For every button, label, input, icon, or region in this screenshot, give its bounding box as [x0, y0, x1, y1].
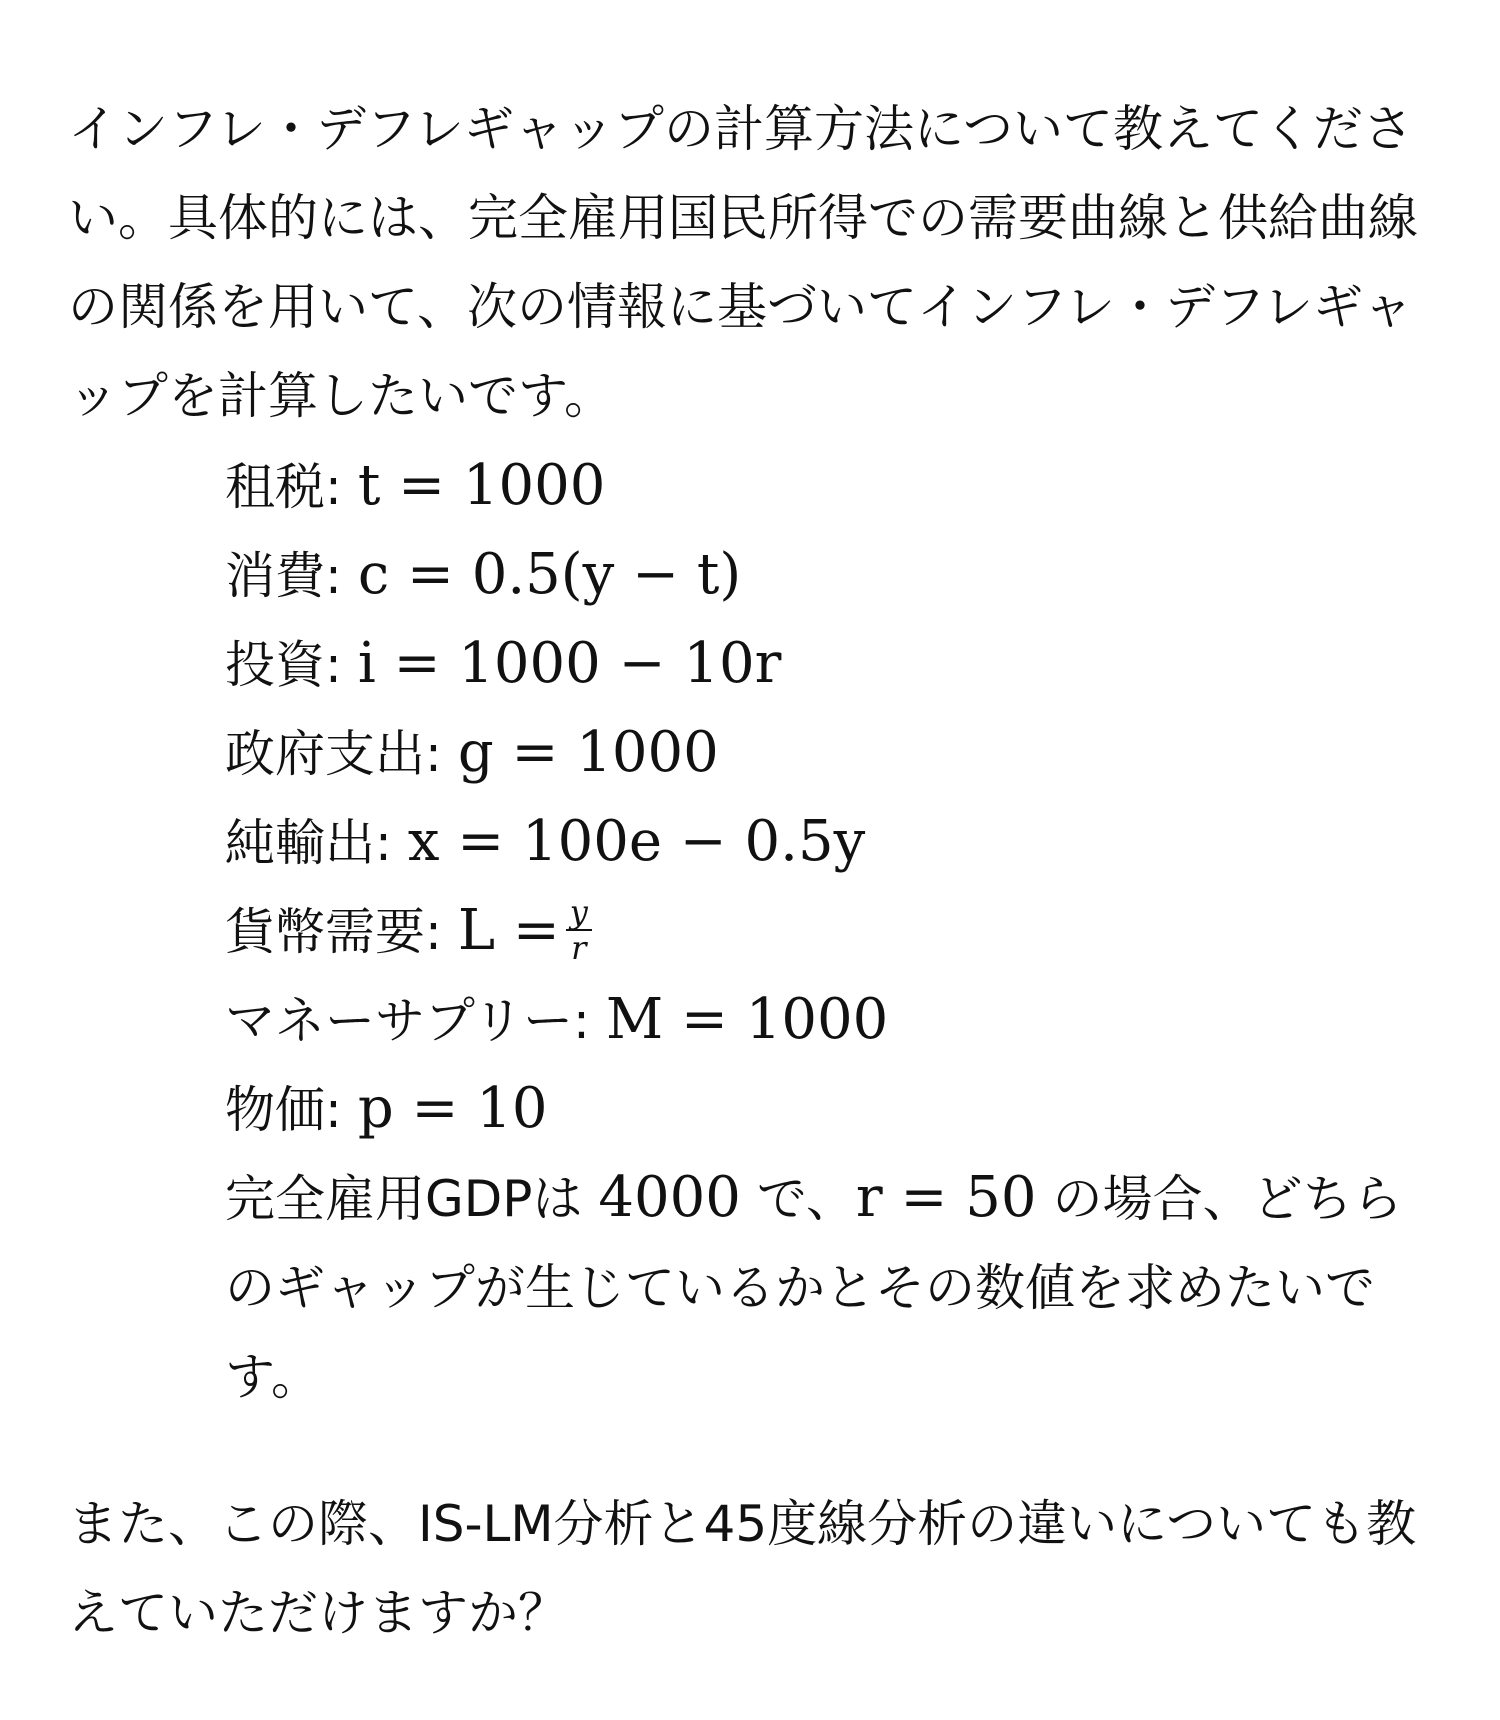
question-text: 完全雇用GDPは	[225, 1170, 583, 1228]
list-item-government-spending	[225, 708, 1430, 797]
list-item-consumption	[225, 530, 1430, 619]
item-label: 物価:	[225, 1081, 342, 1139]
question-formula: 4000	[598, 1165, 741, 1230]
list-item-tax	[225, 441, 1430, 530]
item-formula: x = 100e − 0.5y	[407, 809, 866, 874]
item-label: 租税:	[225, 458, 342, 516]
fraction	[566, 892, 592, 967]
item-formula: p = 10	[357, 1076, 548, 1141]
item-formula: g = 1000	[457, 720, 719, 785]
item-formula: t = 1000	[357, 453, 606, 518]
given-values-list	[68, 441, 1430, 1422]
item-label: マネーサプリー:	[225, 992, 590, 1050]
question-formula: r = 50	[855, 1165, 1037, 1230]
list-item-money-demand	[225, 886, 1430, 975]
list-item-price-level	[225, 1064, 1430, 1153]
list-item-investment	[225, 619, 1430, 708]
item-label: 投資:	[225, 636, 342, 694]
list-item-net-exports	[225, 797, 1430, 886]
list-item-question	[225, 1153, 1430, 1422]
question-text: で、	[756, 1170, 856, 1228]
item-formula: L =	[457, 898, 560, 963]
fraction-numerator: y	[566, 895, 592, 931]
item-formula: c = 0.5(y − t)	[357, 542, 742, 607]
item-formula: M = 1000	[605, 987, 889, 1052]
item-label: 消費:	[225, 547, 342, 605]
item-label: 政府支出:	[225, 725, 442, 783]
followup-paragraph: また、この際、IS-LM分析と45度線分析の違いについても教えていただけますか？	[68, 1495, 1417, 1642]
question-text: の場合、どちらのギャップが生じているかとその数値を求めたいです。	[225, 1170, 1403, 1406]
list-item-money-supply	[225, 975, 1430, 1064]
fraction-denominator: r	[571, 928, 587, 967]
item-label: 純輸出:	[225, 814, 392, 872]
intro-paragraph: インフレ・デフレギャップの計算方法について教えてください。具体的には、完全雇用国民所得での需要曲線と供給曲線の関係を用いて、次の情報に基づいてインフレ・デフレギャップを計算したいです。	[68, 100, 1418, 425]
item-formula: i = 1000 − 10r	[357, 631, 782, 696]
item-label: 貨幣需要:	[225, 903, 442, 961]
